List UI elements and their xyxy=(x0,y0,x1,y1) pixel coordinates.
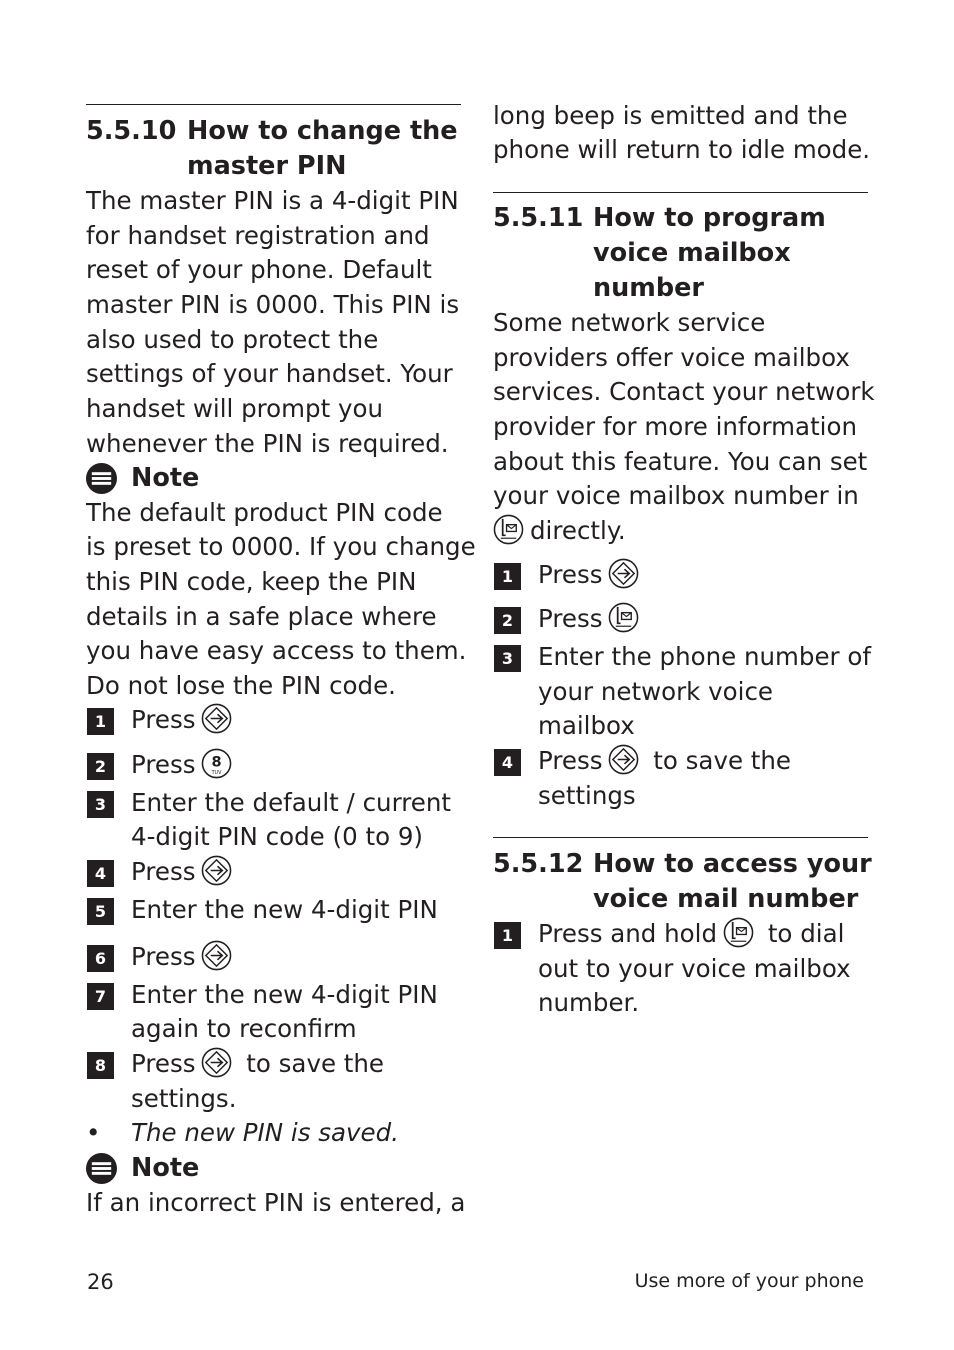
step-text xyxy=(538,917,844,951)
note-label: Note xyxy=(131,463,200,493)
section-title-line1: How to program xyxy=(593,203,826,233)
section-number: 5.5.12 xyxy=(493,849,584,879)
paragraph-line: services. Contact your network xyxy=(493,377,875,406)
step-label: Press xyxy=(131,705,196,734)
section-title-line1: How to access your xyxy=(593,849,872,879)
step-text: settings xyxy=(538,781,636,810)
step-text xyxy=(538,744,791,778)
voicemail-key-icon xyxy=(723,917,754,948)
step-text: mailbox xyxy=(538,711,635,740)
paragraph-line: The master PIN is a 4-digit PIN xyxy=(86,186,459,215)
paragraph-line xyxy=(493,514,626,548)
paragraph-line: providers offer voice mailbox xyxy=(493,343,850,372)
step-label: Press xyxy=(538,604,603,633)
paragraph-line: long beep is emitted and the xyxy=(493,101,848,130)
note-line: The default product PIN code xyxy=(86,498,443,527)
step-text xyxy=(131,748,232,782)
step-text: number. xyxy=(538,988,640,1017)
step-number-badge: 6 xyxy=(87,945,114,972)
step-text xyxy=(131,703,232,737)
step-number-badge: 4 xyxy=(87,860,114,887)
step-text: 4-digit PIN code (0 to 9) xyxy=(131,822,423,851)
result-bullet: • xyxy=(86,1118,101,1147)
step-number-badge: 5 xyxy=(87,898,114,925)
note-heading xyxy=(131,1151,199,1185)
section-title-line3: number xyxy=(593,273,705,303)
voicemail-key-icon xyxy=(608,602,639,633)
menu-key-icon xyxy=(608,558,639,589)
note-line: you have easy access to them. xyxy=(86,636,467,665)
note-icon xyxy=(86,463,117,494)
note-line: Do not lose the PIN code. xyxy=(86,671,396,700)
paragraph-line: reset of your phone. Default xyxy=(86,255,432,284)
paragraph-line: phone will return to idle mode. xyxy=(493,135,871,164)
step-text xyxy=(131,855,232,889)
step-number-badge: 8 xyxy=(87,1052,114,1079)
step-number-badge: 4 xyxy=(494,749,521,776)
paragraph-line: whenever the PIN is required. xyxy=(86,429,449,458)
step-number-badge: 3 xyxy=(494,645,521,672)
section-title-line2: voice mailbox xyxy=(593,238,791,268)
step-text: out to your voice mailbox xyxy=(538,954,851,983)
step-text xyxy=(538,602,639,636)
step-text: Enter the new 4-digit PIN xyxy=(131,980,438,1009)
step-number-badge: 1 xyxy=(87,708,114,735)
section-title-line1: How to change the xyxy=(187,116,458,146)
section-rule xyxy=(493,837,868,838)
step-label: Press xyxy=(131,750,196,779)
paragraph-line: settings of your handset. Your xyxy=(86,359,453,388)
section-heading-5-5-12 xyxy=(493,847,873,917)
section-title-line2: master PIN xyxy=(187,151,347,181)
section-number: 5.5.10 xyxy=(86,116,177,146)
section-heading-5-5-11 xyxy=(493,201,873,306)
step-label: Press xyxy=(131,1049,196,1078)
note-icon xyxy=(86,1153,117,1184)
menu-key-icon xyxy=(201,855,232,886)
section-heading-5-5-10 xyxy=(86,114,466,184)
step-text: Enter the new 4-digit PIN xyxy=(131,895,438,924)
step-number-badge: 2 xyxy=(87,753,114,780)
step-text xyxy=(131,940,232,974)
step-text: Enter the default / current xyxy=(131,788,451,817)
step-text xyxy=(131,1047,384,1081)
note-line: If an incorrect PIN is entered, a xyxy=(86,1188,466,1217)
paragraph-line: also used to protect the xyxy=(86,325,379,354)
note-line: is preset to 0000. If you change xyxy=(86,532,476,561)
step-text: Enter the phone number of xyxy=(538,642,872,671)
menu-key-icon xyxy=(201,1047,232,1078)
paragraph-line: your voice mailbox number in xyxy=(493,481,859,510)
paragraph-line: for handset registration and xyxy=(86,221,430,250)
paragraph-line: handset will prompt you xyxy=(86,394,384,423)
section-title-line2: voice mail number xyxy=(593,884,859,914)
step-label: Press xyxy=(538,746,603,775)
svg-text:8: 8 xyxy=(211,754,223,771)
note-heading xyxy=(131,461,199,495)
svg-text:TUV: TUV xyxy=(212,771,222,777)
paragraph-line: provider for more information xyxy=(493,412,857,441)
section-rule xyxy=(493,192,868,193)
menu-key-icon xyxy=(201,940,232,971)
menu-key-icon xyxy=(201,703,232,734)
menu-key-icon xyxy=(608,744,639,775)
result-text: The new PIN is saved. xyxy=(131,1118,399,1147)
step-number-badge: 1 xyxy=(494,563,521,590)
step-text: your network voice xyxy=(538,677,773,706)
note-line: this PIN code, keep the PIN xyxy=(86,567,417,596)
step-text: settings. xyxy=(131,1084,237,1113)
section-number: 5.5.11 xyxy=(493,203,584,233)
note-line: details in a safe place where xyxy=(86,602,437,631)
key-8-icon xyxy=(201,748,232,779)
step-label: Press xyxy=(538,560,603,589)
step-number-badge: 1 xyxy=(494,922,521,949)
step-text: again to reconfirm xyxy=(131,1014,357,1043)
paragraph-line: about this feature. You can set xyxy=(493,447,868,476)
step-label: Press xyxy=(131,942,196,971)
section-rule xyxy=(86,104,461,105)
paragraph-line: Some network service xyxy=(493,308,766,337)
step-label: Press xyxy=(131,857,196,886)
step-label: Press and hold xyxy=(538,919,718,948)
step-number-badge: 2 xyxy=(494,607,521,634)
note-label: Note xyxy=(131,1153,200,1183)
footer-section-title: Use more of your phone xyxy=(634,1270,864,1292)
paragraph-line: master PIN is 0000. This PIN is xyxy=(86,290,460,319)
step-number-badge: 3 xyxy=(87,791,114,818)
page-number: 26 xyxy=(87,1270,114,1294)
paragraph-text: directly. xyxy=(530,516,626,545)
step-number-badge: 7 xyxy=(87,983,114,1010)
step-label-after: to dial xyxy=(767,919,845,948)
step-text xyxy=(538,558,639,592)
step-label-after: to save the xyxy=(653,746,792,775)
step-label-after: to save the xyxy=(246,1049,385,1078)
voicemail-key-icon xyxy=(493,514,524,545)
